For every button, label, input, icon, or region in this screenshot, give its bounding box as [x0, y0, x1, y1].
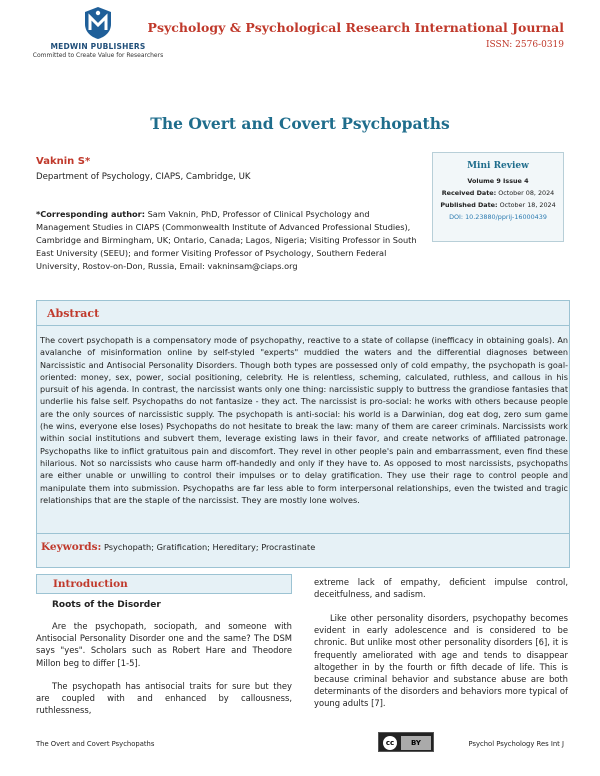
footer-article-title: The Overt and Covert Psychopaths — [36, 740, 155, 748]
body-paragraph-1: Are the psychopath, sociopath, and someone with Antisocial Personality Disorder one and the same? The DSM says "yes". Scholars such as Robert Hare and Theodore Millon beg to differ [1-5]. — [36, 621, 292, 668]
journal-title[interactable]: Psychology & Psychological Research International Journal — [147, 20, 564, 35]
article-info-box — [432, 152, 564, 242]
corresponding-label: *Corresponding author: — [36, 209, 145, 219]
corresponding-text: Sam Vaknin, PhD, Professor of Clinical Psychology and Management Studies in CIAPS (Commonwealth Institute of Advanced Professional Studies), Cambridge and Birmingham, UK; Ontario, Canada; Lagos, Nigeria; Visiting Professor in South East University (SEEU); and former Visiting Professor of Psychology, Southern Federal University, Rostov-on-Don, Russia, Email: vakninsam@ciaps.org — [36, 209, 417, 271]
body-paragraph-4: Like other personality disorders, psychopathy becomes evident in early adolescence and is considered to be chronic. But unlike most other personality disorders [6], it is frequently ameliorated with age and tends to disappear altogether in by the fourth or fifth decade of life. This is because criminal behavior and substance abuse are both determinants of the disorders and behaviors more typical of young adults [7]. — [314, 613, 568, 709]
abstract-heading: Abstract — [47, 307, 100, 320]
medwin-shield-icon — [83, 6, 113, 40]
abstract-text: The covert psychopath is a compensatory mode of psychopathy, reactive to a state of collapse (inefficacy in obtaining goals). An avalanche of misinformation online by self-styled "experts" muddied the waters and the differential diagnoses between Narcissistic and Antisocial Personality Disorders. Though both types are possessed only of cold empathy, the psychopath is goal-oriented: money, sex, power, social positioning, celebrity. He is relentless, scheming, calculated, ruthless, and callous in his pursuit of his agenda. In contrast, the narcissist wants only one thing: narcissistic supply to buttress the grandiose fantasies that underlie his false self. Psychopaths do not fantasize - they act. The narcissist is pro-social: he works with others because people are the only sources of narcissistic supply. The psychopath is anti-social: his world is a Darwinian, dog eat dog, zero sum game (he wins, everyone else loses) Psychopaths do not hesitate to break the law: many of them are career criminals. Narcissists work within social institutions and subvert them, leverage existing laws in their favor, and create networks of affiliated patronage. Psychopaths like to inflict gratuitous pain and discomfort. They revel in other people's pain and embarrassment, even find these hilarious. Not so narcissists who cause harm off-handedly and only if they have to. As opposed to most narcissists, psychopaths are either unable or unwilling to control their impulses or to delay gratification. They use their rage to control people and manipulate them into submission. Psychopaths are far less able to form interpersonal relationships, even the twisted and tragic relationships that are the staple of the narcissist. They are mostly lone wolves. — [40, 335, 568, 505]
by-icon: BY — [401, 736, 431, 750]
keywords-label: Keywords: — [41, 541, 102, 553]
author-affiliation: Department of Psychology, CIAPS, Cambridge, UK — [36, 172, 251, 182]
published-date: October 18, 2024 — [497, 201, 556, 209]
received-label: Received Date: — [441, 189, 497, 197]
keywords-list: Psychopath; Gratification; Hereditary; Procrastinate — [101, 542, 316, 552]
abstract-divider-bottom — [37, 533, 569, 534]
keywords — [41, 541, 315, 553]
doi-link[interactable]: DOI: 10.23880/pprij-16000439 — [449, 213, 547, 221]
footer-journal-abbrev: Psychol Psychology Res Int J — [468, 740, 564, 748]
abstract-divider-top — [37, 325, 569, 326]
review-type: Mini Review — [467, 161, 529, 171]
received-date: October 08, 2024 — [496, 189, 555, 197]
publisher-tagline: Committed to Create Value for Researchers — [32, 52, 164, 59]
abstract-box — [36, 300, 570, 568]
publisher-name: MEDWIN PUBLISHERS — [50, 42, 146, 51]
journal-issn: ISSN: 2576-0319 — [485, 40, 564, 50]
article-title: The Overt and Covert Psychopaths — [150, 114, 450, 133]
volume-issue: Volume 9 Issue 4 — [467, 177, 529, 185]
introduction-heading: Introduction — [53, 578, 128, 590]
cc-icon: cc — [383, 736, 397, 750]
body-paragraph-2: The psychopath has antisocial traits for sure but they are coupled with and enhanced by callousness, ruthlessness, — [36, 681, 292, 716]
subsection-heading: Roots of the Disorder — [52, 600, 161, 610]
published-label: Published Date: — [440, 201, 498, 209]
body-paragraph-3: extreme lack of empathy, deficient impulse control, deceitfulness, and sadism. — [314, 577, 568, 600]
cc-license-badge[interactable] — [378, 732, 434, 752]
introduction-heading-box — [36, 574, 292, 594]
corresponding-author — [36, 208, 426, 273]
author-name: Vaknin S* — [36, 156, 91, 167]
